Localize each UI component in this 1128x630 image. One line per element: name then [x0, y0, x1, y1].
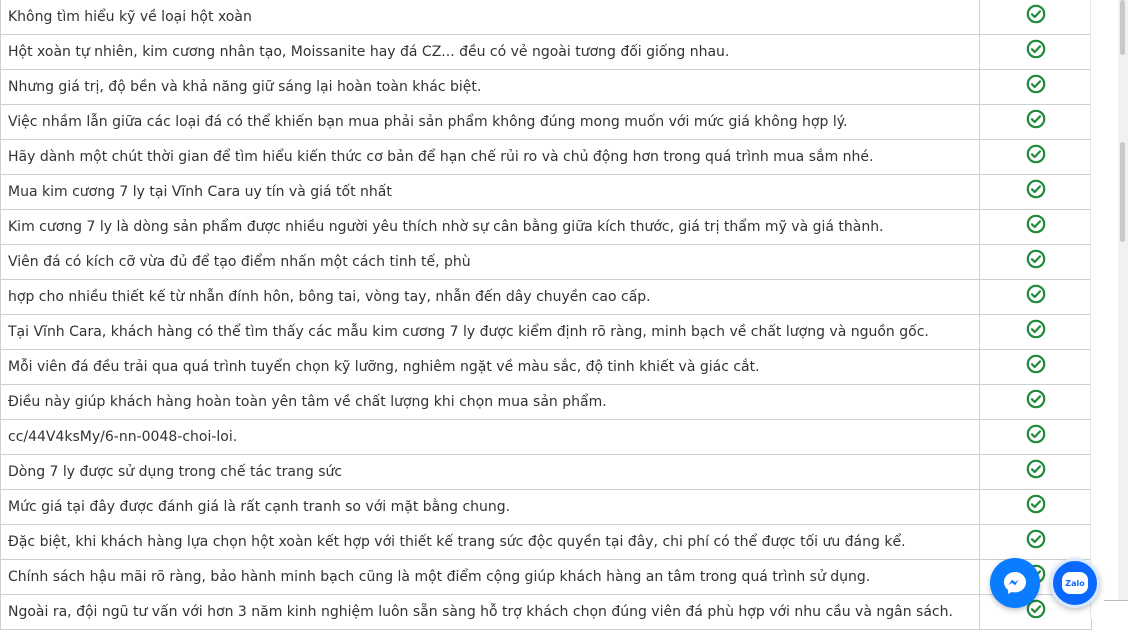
check-circle-icon [1026, 424, 1046, 444]
row-text: Kim cương 7 ly là dòng sản phẩm được nhiều người yêu thích nhờ sự cân bằng giữa kích thước, giá trị thẩm mỹ và giá thành. [1, 210, 980, 245]
row-text: Việc nhầm lẫn giữa các loại đá có thể khiến bạn mua phải sản phẩm không đúng mong muốn với mức giá không hợp lý. [1, 105, 980, 140]
row-text: Dòng 7 ly được sử dụng trong chế tác trang sức [1, 455, 980, 490]
table-row [1, 595, 1092, 630]
messenger-chat-button[interactable] [990, 558, 1040, 608]
vertical-scrollbar[interactable] [1118, 0, 1128, 618]
check-circle-icon [1026, 494, 1046, 514]
table-row [1, 420, 1092, 455]
scrollbar-corner [1104, 600, 1128, 619]
table-row [1, 560, 1092, 595]
row-check-cell [980, 70, 1092, 105]
row-text: Hột xoàn tự nhiên, kim cương nhân tạo, Moissanite hay đá CZ... đều có vẻ ngoài tương đối giống nhau. [1, 35, 980, 70]
table-row [1, 210, 1092, 245]
check-circle-icon [1026, 249, 1046, 269]
check-circle-icon [1026, 179, 1046, 199]
check-circle-icon [1026, 109, 1046, 129]
messenger-icon [1001, 569, 1029, 597]
check-circle-icon [1026, 389, 1046, 409]
table-row [1, 350, 1092, 385]
row-text: Ngoài ra, đội ngũ tư vấn với hơn 3 năm kinh nghiệm luôn sẵn sàng hỗ trợ khách chọn đúng viên đá phù hợp với nhu cầu và ngân sách. [1, 595, 980, 630]
check-circle-icon [1026, 459, 1046, 479]
check-circle-icon [1026, 529, 1046, 549]
scrollbar-track-top [1120, 0, 1125, 55]
row-text: Mức giá tại đây được đánh giá là rất cạnh tranh so với mặt bằng chung. [1, 490, 980, 525]
checklist-table-body [1, 0, 1092, 630]
zalo-chat-button[interactable] [1050, 558, 1100, 608]
row-text: Tại Vĩnh Cara, khách hàng có thể tìm thấy các mẫu kim cương 7 ly được kiểm định rõ ràng, minh bạch về chất lượng và nguồn gốc. [1, 315, 980, 350]
row-check-cell [980, 455, 1092, 490]
row-check-cell [980, 420, 1092, 455]
row-check-cell [980, 315, 1092, 350]
table-row [1, 105, 1092, 140]
table-row [1, 175, 1092, 210]
table-row [1, 455, 1092, 490]
row-check-cell [980, 210, 1092, 245]
row-check-cell [980, 385, 1092, 420]
row-text: Mua kim cương 7 ly tại Vĩnh Cara uy tín và giá tốt nhất [1, 175, 980, 210]
table-row [1, 245, 1092, 280]
check-circle-icon [1026, 144, 1046, 164]
check-circle-icon [1026, 214, 1046, 234]
table-row [1, 35, 1092, 70]
row-check-cell [980, 0, 1092, 35]
zalo-icon [1062, 572, 1088, 594]
table-row [1, 315, 1092, 350]
row-check-cell [980, 105, 1092, 140]
row-text: Điều này giúp khách hàng hoàn toàn yên tâm về chất lượng khi chọn mua sản phẩm. [1, 385, 980, 420]
row-check-cell [980, 490, 1092, 525]
table-row [1, 70, 1092, 105]
check-circle-icon [1026, 74, 1046, 94]
row-text: Nhưng giá trị, độ bền và khả năng giữ sáng lại hoàn toàn khác biệt. [1, 70, 980, 105]
row-check-cell [980, 175, 1092, 210]
row-check-cell [980, 35, 1092, 70]
table-row [1, 385, 1092, 420]
check-circle-icon [1026, 4, 1046, 24]
check-circle-icon [1026, 354, 1046, 374]
row-text: Chính sách hậu mãi rõ ràng, bảo hành minh bạch cũng là một điểm cộng giúp khách hàng an tâm trong quá trình sử dụng. [1, 560, 980, 595]
row-text: Không tìm hiểu kỹ về loại hột xoàn [1, 0, 980, 35]
check-circle-icon [1026, 319, 1046, 339]
table-row [1, 140, 1092, 175]
row-text: hợp cho nhiều thiết kế từ nhẫn đính hôn, bông tai, vòng tay, nhẫn đến dây chuyền cao cấp. [1, 280, 980, 315]
table-row [1, 490, 1092, 525]
row-text: Viên đá có kích cỡ vừa đủ để tạo điểm nhấn một cách tinh tế, phù [1, 245, 980, 280]
row-text: Hãy dành một chút thời gian để tìm hiểu kiến thức cơ bản để hạn chế rủi ro và chủ động hơn trong quá trình mua sắm nhé. [1, 140, 980, 175]
scrollbar-thumb[interactable] [1120, 142, 1125, 242]
table-row [1, 0, 1092, 35]
row-text: cc/44V4ksMy/6-nn-0048-choi-loi. [1, 420, 980, 455]
row-check-cell [980, 350, 1092, 385]
check-circle-icon [1026, 39, 1046, 59]
zalo-label: Zalo [1065, 578, 1085, 588]
row-check-cell [980, 280, 1092, 315]
row-check-cell [980, 245, 1092, 280]
check-circle-icon [1026, 284, 1046, 304]
row-check-cell [980, 525, 1092, 560]
row-check-cell [980, 140, 1092, 175]
table-row [1, 280, 1092, 315]
row-text: Đặc biệt, khi khách hàng lựa chọn hột xoàn kết hợp với thiết kế trang sức độc quyền tại đây, chi phí có thể được tối ưu đáng kể. [1, 525, 980, 560]
row-text: Mỗi viên đá đều trải qua quá trình tuyển chọn kỹ lưỡng, nghiêm ngặt về màu sắc, độ tinh khiết và giác cắt. [1, 350, 980, 385]
page-right-gutter [1090, 0, 1105, 618]
table-row [1, 525, 1092, 560]
